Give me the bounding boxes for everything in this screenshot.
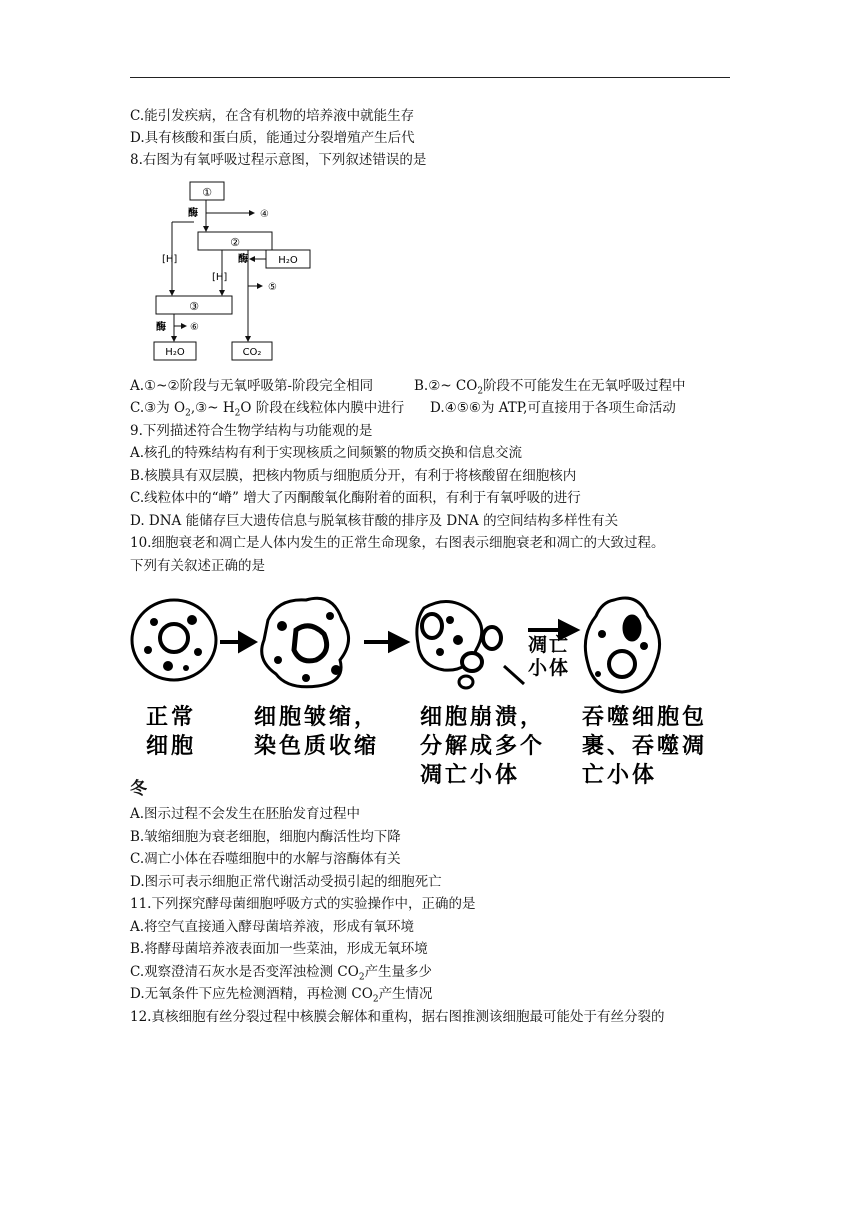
q9-option-d: D. DNA 能储存巨大遗传信息与脱氧核苷酸的排序及 DNA 的空间结构多样性有关 [130, 513, 619, 529]
q8-stem: 8.右图为有氧呼吸过程示意图，下列叙述错误的是 [130, 152, 427, 168]
caption-phagocyte-1: 吞噬细胞包 [582, 705, 708, 730]
label-output-5: ⑤ [268, 282, 277, 293]
label-h-left: [H] [162, 254, 178, 265]
q9-option-b: B.核膜具有双层膜，把核内物质与细胞质分开，有利于将核酸留在细胞核内 [130, 468, 577, 484]
label-stage-1: ① [202, 186, 212, 199]
q8-option-b: B.②~ $CO_2$阶段不可能发生在无氧呼吸过程中 [414, 378, 686, 397]
caption-normal-cell-1: 正常 [146, 705, 197, 730]
label-output-4: ④ [260, 209, 269, 220]
label-enzyme-1: 酶 [188, 208, 198, 219]
header-rule [130, 77, 730, 78]
caption-shrunken-2: 染色质收缩 [254, 734, 380, 759]
q11-option-b: B.将酵母菌培养液表面加一些菜油，形成无氧环境 [130, 941, 428, 957]
q10-option-a: A.图示过程不会发生在胚胎发育过程中 [130, 806, 361, 822]
q9-option-c: C.线粒体中的“嵴” 增大了丙酮酸氧化酶附着的面积，有利于有氧呼吸的进行 [130, 490, 581, 506]
caption-phagocyte-3: 亡小体 [582, 763, 658, 788]
q11-stem: 11.下列探究酵母菌细胞呼吸方式的实验操作中，正确的是 [130, 896, 476, 912]
q10-option-b: B.皱缩细胞为衰老细胞，细胞内酶活性均下降 [130, 829, 401, 845]
label-output-6: ⑥ [190, 322, 199, 333]
q12-stem: 12.真核细胞有丝分裂过程中核膜会解体和重构，据右图推测该细胞最可能处于有丝分裂的 [130, 1009, 665, 1025]
label-enzyme-2: 酶 [238, 254, 248, 265]
q8-option-d: D.④⑤⑥为 ATP,可直接用于各项生命活动 [430, 400, 676, 416]
q7-option-c: C.能引发疾病，在含有机物的培养液中就能生存 [130, 108, 415, 124]
q10-stem-2: 下列有关叙述正确的是 [130, 558, 265, 574]
caption-fragment-1: 细胞崩溃， [420, 705, 546, 730]
fragment-body-1 [422, 614, 442, 638]
q8-option-a: A.①~②阶段与无氧呼吸第-阶段完全相同 [130, 378, 374, 394]
q9-stem: 9.下列描述符合生物学结构与功能观的是 [130, 423, 373, 439]
q10-option-c: C.凋亡小体在吞噬细胞中的水解与溶酶体有关 [130, 851, 401, 867]
q11-option-d: D.无氧条件下应先检测酒精，再检测 $CO_2$产生情况 [130, 986, 433, 1005]
normal-cell-nucleus [160, 624, 188, 652]
cell-apoptosis-illustration [128, 590, 732, 700]
q8-option-c: C.③为 $O_2,③\sim$ $H_2O$ 阶段在线粒体内膜中进行 [130, 400, 405, 419]
label-stage-3: ③ [189, 300, 199, 313]
shrunken-cell-chromatin [294, 626, 327, 661]
caption-phagocyte-2: 裹、吞噬凋 [582, 734, 708, 759]
phagocyte-nucleus [609, 651, 635, 677]
q10-stem-1: 10.细胞衰老和凋亡是人体内发生的正常生命现象，右图表示细胞衰老和凋亡的大致过程。 [130, 535, 665, 551]
apoptotic-body-label-2: 小体 [528, 657, 571, 679]
caption-normal-cell-2: 细胞 [146, 734, 197, 759]
caption-fragment-3: 凋亡小体 [420, 763, 521, 788]
label-stage-2: ② [230, 236, 240, 249]
apoptotic-body-label-1: 凋亡 [528, 634, 571, 656]
q7-option-d: D.具有核酸和蛋白质，能通过分裂增殖产生后代 [130, 130, 415, 146]
fragment-body-4 [459, 676, 473, 688]
q11-option-c: C.观察澄清石灰水是否变浑浊检测 $CO_2$产生量多少 [130, 964, 433, 983]
aerobic-respiration-diagram [150, 178, 320, 364]
q9-option-a: A.核孔的特殊结构有利于实现核质之间频繁的物质交换和信息交流 [130, 445, 523, 461]
label-co2: CO₂ [242, 347, 262, 358]
stray-character: 冬 [130, 779, 147, 799]
label-h-mid: [H] [212, 272, 228, 283]
q11-option-a: A.将空气直接通入酵母菌培养液，形成有氧环境 [130, 919, 415, 935]
caption-fragment-2: 分解成多个 [420, 734, 546, 759]
label-water-out: H₂O [165, 347, 185, 358]
q10-option-d: D.图示可表示细胞正常代谢活动受损引起的细胞死亡 [130, 874, 442, 890]
label-water-in: H₂O [278, 255, 298, 266]
caption-shrunken-1: 细胞皱缩， [254, 705, 380, 730]
fragment-body-3 [483, 627, 501, 649]
engulfed-body [624, 616, 640, 640]
label-enzyme-3: 酶 [156, 322, 166, 333]
fragment-body-2 [462, 653, 482, 671]
